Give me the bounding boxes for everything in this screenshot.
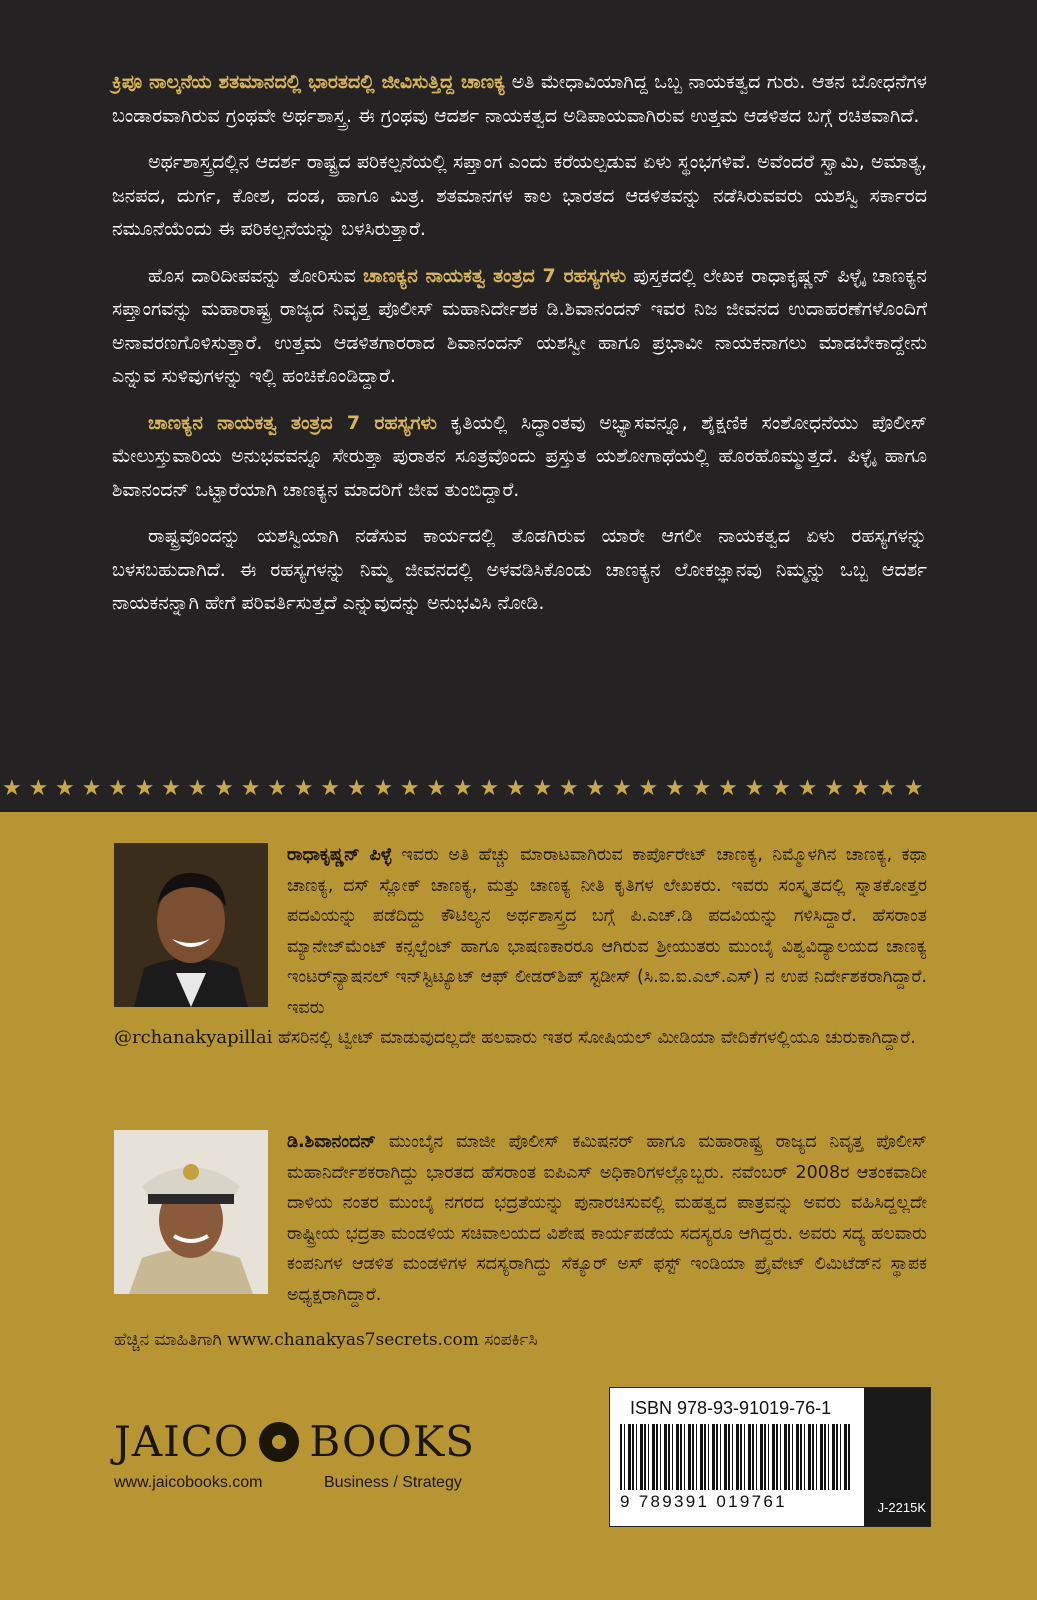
isbn-barcode (609, 1387, 931, 1527)
barcode-icon (620, 1424, 852, 1490)
author-panel (0, 812, 1037, 1600)
twitter-handle: @rchanakyapillai (114, 1027, 273, 1048)
publisher-name-left: JAICO (114, 1417, 250, 1466)
blurb-text-1: ಅತಿ ಮೇಧಾವಿಯಾಗಿದ್ದ ಒಬ್ಬ ನಾಯಕತ್ವದ ಗುರು. ಆತನ ಬೋಧನೆಗಳ ಬಂಡಾರವಾಗಿರುವ ಗ್ರಂಥವೇ ಅರ್ಥಶಾಸ್ತ್ರ. ಈ ಗ್ರಂಥವು ಆದರ್ಶ ನಾಯಕತ್ವದ ಅಡಿಪಾಯವಾಗಿರುವ ಉತ್ತಮ ಆಡಳಿತದ ಬಗ್ಗೆ ರಚಿತವಾಗಿದೆ. (112, 71, 927, 127)
blurb-paragraph-5: ರಾಷ್ಟ್ರವೊಂದನ್ನು ಯಶಸ್ವಿಯಾಗಿ ನಡೆಸುವ ಕಾರ್ಯದಲ್ಲಿ ತೊಡಗಿರುವ ಯಾರೇ ಆಗಲೀ ನಾಯಕತ್ವದ ಏಳು ರಹಸ್ಯಗಳನ್ನು ಬಳಸಬಹುದಾಗಿದೆ. ಈ ರಹಸ್ಯಗಳನ್ನು ನಿಮ್ಮ ಜೀವನದಲ್ಲಿ ಅಳವಡಿಸಿಕೊಂಡು ಚಾಣಕ್ಯನ ಲೋಕಜ್ಞಾನವು ನಿಮ್ಮನ್ನು ಒಬ್ಬ ಆದರ್ಶ ನಾಯಕನನ್ನಾಗಿ ಹೇಗೆ ಪರಿವರ್ತಿಸುತ್ತದೆ ಎನ್ನುವುದನ್ನು ಅನುಭವಿಸಿ ನೋಡಿ. (112, 525, 927, 614)
isbn-label: ISBN 978-93-91019-76-1 (630, 1398, 832, 1418)
more-info-suffix: ಸಂಪರ್ಕಿಸಿ (478, 1330, 538, 1350)
author1-bio-cont-text: ಹೆಸರಿನಲ್ಲಿ ಟ್ವೀಟ್ ಮಾಡುವುದಲ್ಲದೇ ಹಲವಾರು ಇತರ ಸೋಷಿಯಲ್ ಮೀಡಿಯಾ ವೇದಿಕೆಗಳಲ್ಲಿಯೂ ಚುರುಕಾಗಿದ್ದಾರೆ. (272, 1028, 916, 1048)
book-category: Business / Strategy (324, 1474, 462, 1491)
blurb-highlight-1: ಕ್ರಿಪೂ ನಾಲ್ಕನೆಯ ಶತಮಾನದಲ್ಲಿ ಭಾರತದಲ್ಲಿ ಜೀವಿಸುತ್ತಿದ್ದ ಚಾಣಕ್ಯ (112, 71, 506, 93)
book-title-highlight: ಚಾಣಕ್ಯನ ನಾಯಕತ್ವ ತಂತ್ರದ 7 ರಹಸ್ಯಗಳು (362, 264, 627, 287)
author2-photo (114, 1130, 268, 1294)
book-title-highlight-2: ಚಾಣಕ್ಯನ ನಾಯಕತ್ವ ತಂತ್ರದ 7 ರಹಸ್ಯಗಳು (148, 411, 437, 434)
blurb-paragraph-3 (112, 260, 927, 394)
website-link[interactable]: www.chanakyas7secrets.com (227, 1330, 479, 1350)
blurb-paragraph-4 (112, 407, 927, 508)
blurb-text-3a: ಹೊಸ ದಾರಿದೀಪವನ್ನು ತೋರಿಸುವ (148, 264, 363, 287)
author2-bio (287, 1127, 927, 1310)
blurb-paragraph-2: ಅರ್ಥಶಾಸ್ತ್ರದಲ್ಲಿನ ಆದರ್ಶ ರಾಷ್ಟ್ರದ ಪರಿಕಲ್ಪನೆಯಲ್ಲಿ ಸಪ್ತಾಂಗ ಎಂದು ಕರೆಯಲ್ಪಡುವ ಏಳು ಸ್ಥಂಭಗಳಿವೆ. ಅವೆಂದರೆ ಸ್ವಾಮಿ, ಅಮಾತ್ಯ, ಜನಪದ, ದುರ್ಗ, ಕೋಶ, ದಂಡ, ಹಾಗೂ ಮಿತ್ರ. ಶತಮಾನಗಳ ಕಾಲ ಭಾರತದ ಆಡಳಿತವನ್ನು ನಡೆಸಿರುವವರು ಯಶಸ್ವಿ ಸರ್ಕಾರದ ನಮೂನೆಯೆಂದು ಈ ಪರಿಕಲ್ಪನೆಯನ್ನು ಬಳಸಿರುತ್ತಾರೆ. (112, 151, 927, 240)
blurb-text-4: ಕೃತಿಯಲ್ಲಿ ಸಿದ್ಧಾಂತವು ಅಭ್ಯಾಸವನ್ನೂ, ಶೈಕ್ಷಣಿಕ ಸಂಶೋಧನೆಯು ಪೊಲೀಸ್ ಮೇಲುಸ್ತುವಾರಿಯ ಅನುಭವವನ್ನೂ ಸೇರುತ್ತಾ ಪುರಾತನ ಸೂತ್ರವೊಂದು ಪ್ರಸ್ತುತ ಯಶೋಗಾಥೆಯಲ್ಲಿ ಹೊರಹೊಮ್ಮುತ್ತದೆ. ಪಿಳ್ಳೈ ಹಾಗೂ ಶಿವಾನಂದನ್ ಒಟ್ಟಾರೆಯಾಗಿ ಚಾಣಕ್ಯನ ಮಾದರಿಗೆ ಜೀವ ತುಂಬಿದ್ದಾರೆ. (112, 411, 927, 501)
author2-portrait-icon (114, 1130, 268, 1294)
publisher-name-right: BOOKS (309, 1417, 475, 1466)
star-divider: ★★★★★★★★★★★★★★★★★★★★★★★★★★★★★★★★★★★ (2, 776, 931, 801)
author2-bio-text: ಮುಂಬೈನ ಮಾಜೀ ಪೊಲೀಸ್ ಕಮಿಷನರ್ ಹಾಗೂ ಮಹಾರಾಷ್ಟ್ರ ರಾಜ್ಯದ ನಿವೃತ್ತ ಪೊಲೀಸ್ ಮಹಾನಿರ್ದೇಶಕರಾಗಿದ್ದು ಭಾರತದ ಹೆಸರಾಂತ ಐಪಿಎಸ್ ಅಧಿಕಾರಿಗಳಲ್ಲೊಬ್ಬರು. ನವೆಂಬರ್ 2008ರ ಆತಂಕವಾದೀ ದಾಳಿಯ ನಂತರ ಮುಂಬೈ ನಗರದ ಭದ್ರತೆಯನ್ನು ಪುನಾರಚಿಸುವಲ್ಲಿ ಮಹತ್ವದ ಪಾತ್ರವನ್ನು ಅವರು ವಹಿಸಿದ್ದಲ್ಲದೇ ರಾಷ್ಟ್ರೀಯ ಭದ್ರತಾ ಮಂಡಳಿಯ ಸಚಿವಾಲಯದ ವಿಶೇಷ ಕಾರ್ಯಪಡೆಯ ಸದಸ್ಯರೂ ಆಗಿದ್ದರು. ಅವರು ಸದ್ಯ ಹಲವಾರು ಕಂಪನಿಗಳ ಆಡಳಿತ ಮಂಡಳಿಗಳ ಸದಸ್ಯರಾಗಿದ್ದು ಸೆಕ್ಯೂರ್ ಅಸ್ ಫಸ್ಟ್ ಇಂಡಿಯಾ ಪ್ರೈವೇಟ್ ಲಿಮಿಟೆಡ್‌ನ ಸ್ಥಾಪಕ ಅಧ್ಯಕ್ಷರಾಗಿದ್ದಾರೆ. (287, 1132, 927, 1305)
more-info-prefix: ಹೆಚ್ಚಿನ ಮಾಹಿತಿಗಾಗಿ (114, 1330, 228, 1350)
price-code-panel (864, 1388, 930, 1526)
author1-portrait-icon (114, 843, 268, 1007)
publisher-url[interactable]: www.jaicobooks.com (114, 1474, 263, 1491)
wheel-icon (259, 1422, 299, 1462)
blurb-text-3b: ಪುಸ್ತಕದಲ್ಲಿ ಲೇಖಕ ರಾಧಾಕೃಷ್ಣನ್ ಪಿಳ್ಳೈ ಚಾಣಕ್ಯನ ಸಪ್ತಾಂಗವನ್ನು ಮಹಾರಾಷ್ಟ್ರ ರಾಜ್ಯದ ನಿವೃತ್ತ ಪೊಲೀಸ್ ಮಹಾನಿರ್ದೇಶಕ ಡಿ.ಶಿವಾನಂದನ್ ಇವರ ನಿಜ ಜೀವನದ ಉದಾಹರಣೆಗಳೊಂದಿಗೆ ಅನಾವರಣಗೊಳಿಸುತ್ತಾರೆ. ಉತ್ತಮ ಆಡಳಿತಗಾರರಾದ ಶಿವಾನಂದನ್ ಯಶಸ್ವೀ ಹಾಗೂ ಪ್ರಭಾವೀ ನಾಯಕನಾಗಲು ಮಾಡಬೇಕಾದ್ದೇನು ಎನ್ನುವ ಸುಳಿವುಗಳನ್ನು ಇಲ್ಲಿ ಹಂಚಿಕೊಂಡಿದ್ದಾರೆ. (112, 264, 927, 387)
author1-bio-continued (114, 1023, 927, 1054)
blurb-text (112, 66, 927, 634)
blurb-paragraph-1 (112, 66, 927, 133)
publisher-logo (114, 1417, 475, 1466)
author1-bio-text: ಇವರು ಅತಿ ಹೆಚ್ಚು ಮಾರಾಟವಾಗಿರುವ ಕಾರ್ಪೊರೇಟ್ ಚಾಣಕ್ಯ, ನಿಮ್ಮೊಳಗಿನ ಚಾಣಕ್ಯ, ಕಥಾ ಚಾಣಕ್ಯ, ದಸ್ ಸ್ಲೋಕ್ ಚಾಣಕ್ಯ, ಮತ್ತು ಚಾಣಕ್ಯ ನೀತಿ ಕೃತಿಗಳ ಲೇಖಕರು. ಇವರು ಸಂಸ್ಕೃತದಲ್ಲಿ ಸ್ನಾತಕೋತ್ತರ ಪದವಿಯನ್ನು ಪಡೆದಿದ್ದು ಕೌಟಿಲ್ಯನ ಅರ್ಥಶಾಸ್ತ್ರದ ಬಗ್ಗೆ ಪಿ.ಎಚ್.ಡಿ ಪದವಿಯನ್ನು ಗಳಿಸಿದ್ದಾರೆ. ಹೆಸರಾಂತ ಮ್ಯಾನೇಜ್‌ಮೆಂಟ್ ಕನ್ಸಲ್ಟೆಂಟ್ ಹಾಗೂ ಭಾಷಣಕಾರರೂ ಆಗಿರುವ ಶ್ರೀಯುತರು ಮುಂಬೈ ವಿಶ್ವವಿದ್ಯಾಲಯದ ಚಾಣಕ್ಯ ಇಂಟರ್‌ನ್ಯಾಷನಲ್ ಇನ್‌ಸ್ಟಿಟ್ಯೂಟ್ ಆಫ್ ಲೀಡರ್‌ಶಿಪ್ ಸ್ಟಡೀಸ್ (ಸಿ.ಐ.ಐ.ಎಲ್.ಎಸ್) ನ ಉಪ ನಿರ್ದೇಶಕರಾಗಿದ್ದಾರೆ. ಇವರು (287, 845, 927, 1018)
author1-name: ರಾಧಾಕೃಷ್ಣನ್ ಪಿಳ್ಳೆ (287, 845, 393, 865)
more-info-line (114, 1330, 537, 1350)
book-code: J-2215K (877, 1500, 926, 1515)
author1-bio (287, 840, 927, 1023)
barcode-number: 9 789391 019761 (620, 1492, 787, 1511)
author2-name: ಡಿ.ಶಿವಾನಂದನ್ (287, 1132, 376, 1152)
author1-photo (114, 843, 268, 1007)
